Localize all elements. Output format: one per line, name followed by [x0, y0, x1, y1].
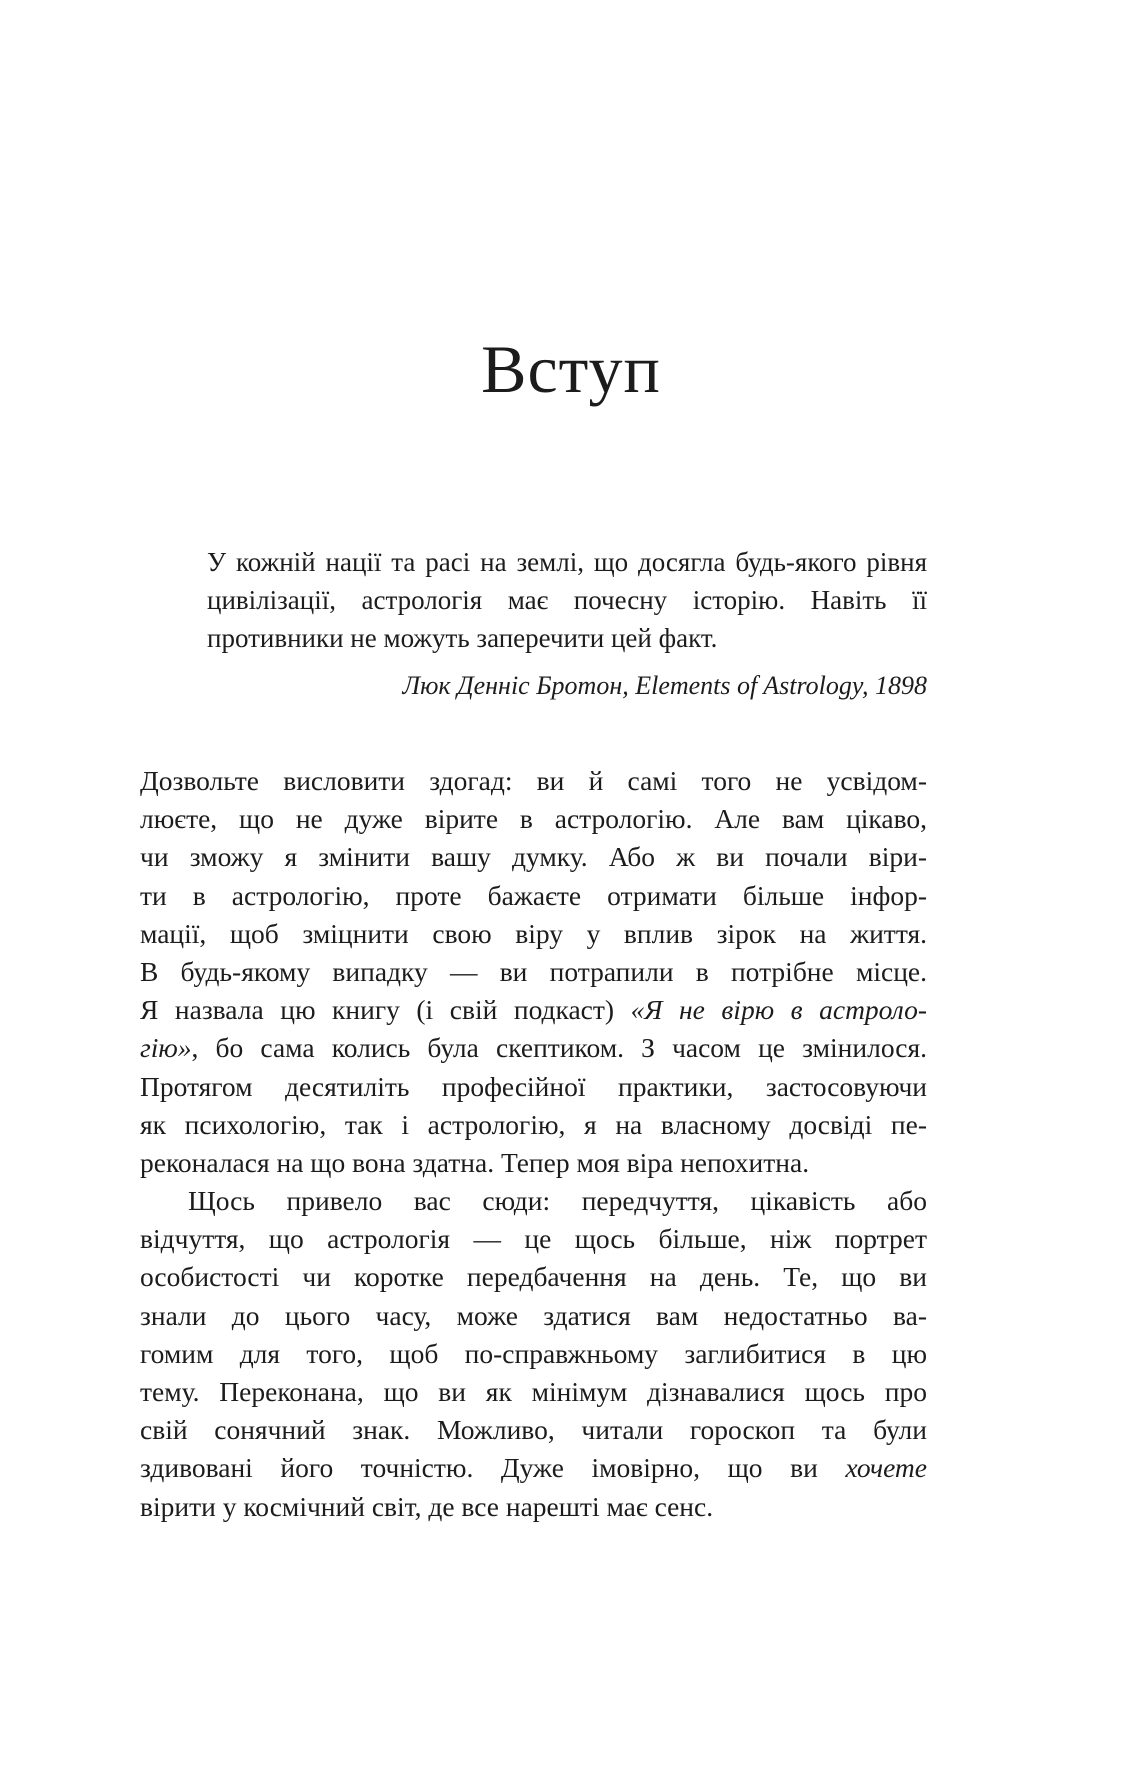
text-run: Я назвала цю книгу (і свій подкаст)	[140, 994, 631, 1026]
body-text	[140, 762, 927, 1526]
text-line: чи зможу я змінити вашу думку. Або ж ви почали віри-	[140, 841, 927, 873]
text-line: відчуття, що астрологія — це щось більше, ніж портрет	[140, 1223, 927, 1255]
text-line: Протягом десятиліть професійної практики, застосовуючи	[140, 1070, 927, 1102]
epigraph-source: Люк Денніс Бротон, Elements of Astrology, 1898	[402, 671, 927, 700]
text-line: мації, щоб зміцнити свою віру у вплив зірок на життя.	[140, 917, 927, 949]
paragraph-1	[140, 762, 927, 1182]
text-line: реконалася на що вона здатна. Тепер моя віра непохитна.	[140, 1146, 810, 1178]
text-line: свій сонячний знак. Можливо, читали гороскоп та були	[140, 1414, 927, 1446]
text-line	[140, 1029, 927, 1067]
podcast-title-italic: «Я не вірю в астроло-	[630, 994, 927, 1026]
text-run: здивовані його точністю. Дуже імовірно, що ви	[140, 1452, 846, 1484]
podcast-title-italic-end: гію»	[140, 1032, 192, 1064]
text-line: тему. Переконана, що ви як мінімум дізнавалися щось про	[140, 1376, 927, 1407]
text-line: ти в астрологію, проте бажаєте отримати більше інфор-	[140, 879, 927, 911]
text-line: В будь-якому випадку — ви потрапили в потрібне місце.	[140, 955, 927, 987]
text-line: Дозвольте висловити здогад: ви й самі того не усвідом-	[140, 765, 927, 796]
text-line: знали до цього часу, може здатися вам недостатньо ва-	[140, 1299, 927, 1331]
text-line: люєте, що не дуже вірите в астрологію. Але вам цікаво,	[140, 803, 927, 835]
chapter-title: Вступ	[481, 331, 661, 407]
text-line: гомим для того, щоб по-справжньому заглибитися в цю	[140, 1337, 927, 1369]
text-line: Щось привело вас сюди: передчуття, цікавість або	[188, 1185, 927, 1217]
epigraph	[207, 543, 927, 705]
text-line: вірити у космічний світ, де все нарешті має сенс.	[140, 1490, 714, 1522]
text-line: особистості чи коротке передбачення на день. Те, що ви	[140, 1261, 927, 1293]
text-line	[140, 1449, 927, 1487]
emphasis-italic: хочете	[845, 1452, 927, 1484]
epigraph-text: У кожній нації та расі на землі, що досягла будь-якого рівня цивілізації, астрологія має почесну історію. Навіть її противники не можуть заперечити цей факт.	[207, 547, 927, 653]
text-run: , бо сама колись була скептиком. З часом це змінилося.	[191, 1032, 927, 1064]
text-line: як психологію, так і астрологію, я на власному досвіді пе-	[140, 1108, 927, 1140]
text-line	[140, 991, 927, 1029]
paragraph-2	[140, 1182, 927, 1526]
